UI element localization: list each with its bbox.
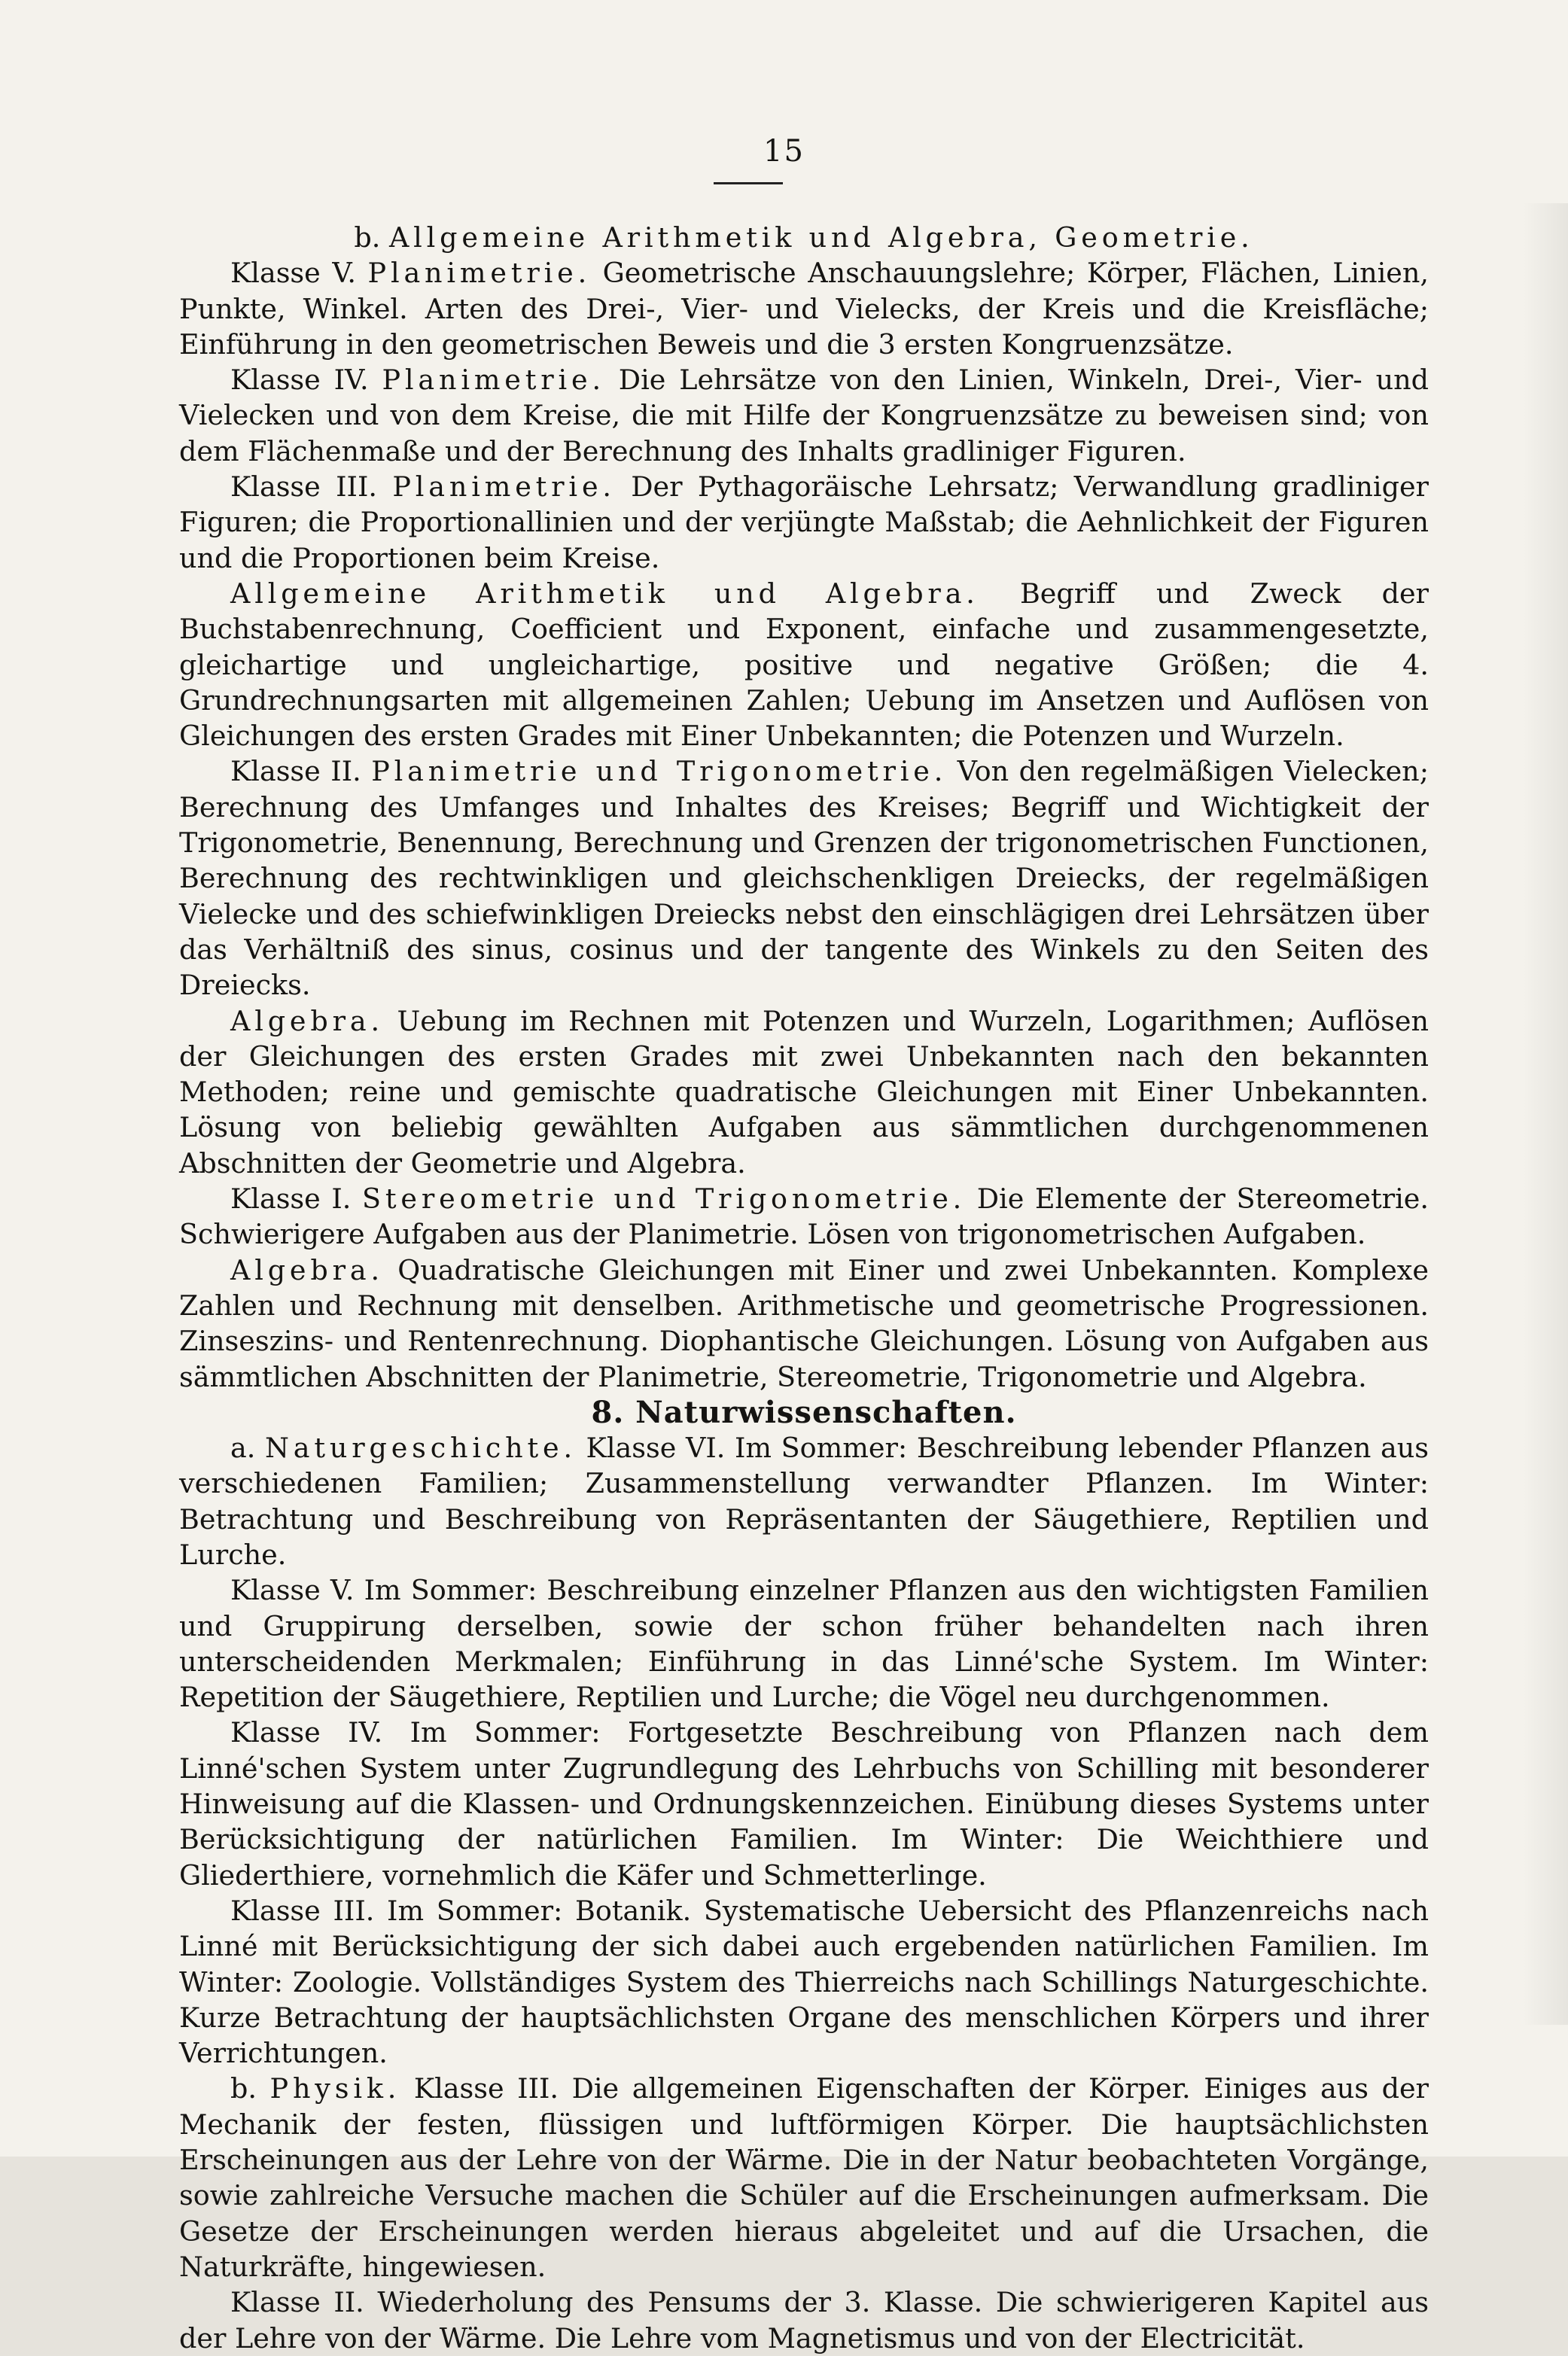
paragraph: [179, 255, 1429, 362]
paragraph: [179, 1572, 1429, 1715]
paragraph: [179, 1715, 1429, 1892]
paragraph: [179, 1893, 1429, 2071]
spaced-term: Algebra.: [230, 1253, 384, 1286]
spaced-term: Allgemeine Arithmetik und Algebra.: [230, 577, 979, 610]
paragraph-text: Klasse III. Im Sommer: Botanik. Systematische Uebersicht des Pflanzenreichs nach Linné mit Berücksichtigung der sich dabei auch ergebenden natürlichen Familien. Im Winter: Zoologie. Vollständiges System des Thierreichs nach Schillings Naturgeschichte. Kurze Betrachtung der hauptsächlichsten Organe des menschlichen Körpers und ihrer Verrichtungen.: [179, 1894, 1429, 2070]
paragraph: [179, 1181, 1429, 1253]
spaced-term: Planimetrie.: [382, 364, 605, 397]
paragraph-text: Klasse III.: [230, 470, 393, 504]
paragraph-text: Klasse III. Die allgemeinen Eigenschaften der Körper. Einiges aus der Mechanik der festen, flüssigen und luftförmigen Körper. Die hauptsächlichsten Erscheinungen aus der Lehre von der Wärme. Die in der Natur beobachteten Vorgänge, sowie zahlreiche Versuche machen die Schüler auf die Erscheinungen aufmerksam. Die Gesetze der Erscheinungen werden hieraus abgeleitet und auf die Ursachen, die Naturkräfte, hingewiesen.: [179, 2072, 1429, 2283]
paragraph: [179, 576, 1429, 753]
subsection-heading: [179, 220, 1429, 255]
paragraph-text: Klasse IV. Im Sommer: Fortgesetzte Beschreibung von Pflanzen nach dem Linné'schen System unter Zugrundlegung des Lehrbuchs von Schilling mit besonderer Hinweisung auf die Klassen- und Ordnungskennzeichen. Einübung dieses Systems unter Berücksichtigung der natürlichen Familien. Im Winter: Die Weichthiere und Gliederthiere, vornehmlich die Käfer und Schmetterlinge.: [179, 1716, 1429, 1892]
paragraph-text: b.: [354, 221, 389, 254]
paragraph-text: Der Pythagoräische Lehrsatz; Verwandlung gradliniger Figuren; die Proportionallinien und der verjüngte Maßstab; die Aehnlichkeit der Figuren und die Proportionen beim Kreise.: [179, 470, 1429, 574]
paragraph-text: Uebung im Rechnen mit Potenzen und Wurzeln, Logarithmen; Auflösen der Gleichungen des ersten Grades mit zwei Unbekannten nach den bekannten Methoden; reine und gemischte quadratische Gleichungen mit Einer Unbekannten. Lösung von beliebig gewählten Aufgaben aus sämmtlichen durchgenommenen Abschnitten der Geometrie und Algebra.: [179, 1004, 1429, 1180]
paragraph-text: Klasse II. Wiederholung des Pensums der 3. Klasse. Die schwierigeren Kapitel aus der Lehre von der Wärme. Die Lehre vom Magnetismus und von der Electricität.: [179, 2286, 1429, 2354]
paragraph-text: Klasse IV.: [230, 364, 382, 397]
paragraph-text: Klasse V.: [230, 257, 368, 290]
paragraph-text: Begriff und Zweck der Buchstabenrechnung, Coefficient und Exponent, einfache und zusammengesetzte, gleichartige und ungleichartige, positive und negative Größen; die 4. Grundrechnungsarten mit allgemeinen Zahlen; Uebung im Ansetzen und Auflösen von Gleichungen des ersten Grades mit Einer Unbekannten; die Potenzen und Wurzeln.: [179, 577, 1429, 753]
paragraph-text: Die Elemente der Stereometrie. Schwierigere Aufgaben aus der Planimetrie. Lösen von trigonometrischen Aufgaben.: [179, 1183, 1429, 1251]
paragraph-text: 8. Naturwissenschaften.: [591, 1394, 1017, 1430]
paragraph-text: Klasse II.: [230, 755, 372, 788]
paragraph: [179, 362, 1429, 469]
spaced-term: Physik.: [269, 2072, 401, 2105]
section-heading: [179, 1395, 1429, 1430]
page-number: 15: [763, 134, 805, 169]
paragraph: [179, 1253, 1429, 1395]
page-number-rule: [714, 182, 783, 184]
spaced-term: Allgemeine Arithmetik und Algebra, Geometrie.: [388, 221, 1254, 254]
paragraph-text: Klasse I.: [230, 1183, 363, 1216]
paragraph: [179, 2284, 1429, 2356]
spaced-term: Stereometrie und Trigonometrie.: [362, 1183, 967, 1216]
paragraph-text: b.: [230, 2072, 270, 2105]
paragraph-text: Die Lehrsätze von den Linien, Winkeln, Drei-, Vier- und Vielecken und von dem Kreise, die mit Hilfe der Kongruenzsätze zu beweisen sind; von dem Flächenmaße und der Berechnung des Inhalts gradliniger Figuren.: [179, 364, 1429, 467]
spaced-term: Planimetrie und Trigonometrie.: [371, 755, 948, 788]
paragraph-text: Klasse V. Im Sommer: Beschreibung einzelner Pflanzen aus den wichtigsten Familien und Gruppirung derselben, sowie der schon früher behandelten nach ihren unterscheidenden Merkmalen; Einführung in das Linné'sche System. Im Winter: Repetition der Säugethiere, Reptilien und Lurche; die Vögel neu durchgenommen.: [179, 1574, 1429, 1714]
paragraph: [179, 753, 1429, 1003]
page-bleed-shadow: [1523, 203, 1568, 2025]
spaced-term: Naturgeschichte.: [265, 1432, 577, 1465]
page-text-body: [179, 220, 1429, 2356]
paragraph: [179, 1430, 1429, 1572]
paragraph: [179, 469, 1429, 576]
paragraph-text: Von den regelmäßigen Vielecken; Berechnung des Umfanges und Inhaltes des Kreises; Begriff und Wichtigkeit der Trigonometrie, Benennung, Berechnung und Grenzen der trigonometrischen Functionen, Berechnung des rechtwinkligen und gleichschenkligen Dreiecks, der regelmäßigen Vielecke und des schiefwinkligen Dreiecks nebst den einschlägigen drei Lehrsätzen über das Verhältniß des sinus, cosinus und der tangente des Winkels zu den Seiten des Dreiecks.: [179, 755, 1429, 1002]
paragraph-text: Quadratische Gleichungen mit Einer und zwei Unbekannten. Komplexe Zahlen und Rechnung mit denselben. Arithmetische und geometrische Progressionen. Zinseszins- und Rentenrechnung. Diophantische Gleichungen. Lösung von Aufgaben aus sämmtlichen Abschnitten der Planimetrie, Stereometrie, Trigonometrie und Algebra.: [179, 1253, 1429, 1393]
paragraph-text: Klasse VI. Im Sommer: Beschreibung lebender Pflanzen aus verschiedenen Familien; Zusammenstellung verwandter Pflanzen. Im Winter: Betrachtung und Beschreibung von Repräsentanten der Säugethiere, Reptilien und Lurche.: [179, 1432, 1429, 1571]
spaced-term: Planimetrie.: [367, 257, 592, 290]
paragraph: [179, 2071, 1429, 2284]
spaced-term: Planimetrie.: [392, 470, 616, 504]
paragraph-text: Geometrische Anschauungslehre; Körper, Flächen, Linien, Punkte, Winkel. Arten des Drei-, Vier- und Vielecks, der Kreis und die Kreisfläche; Einführung in den geometrischen Beweis und die 3 ersten Kongruenzsätze.: [179, 257, 1429, 361]
paragraph: [179, 1003, 1429, 1181]
paragraph-text: a.: [230, 1432, 266, 1465]
spaced-term: Algebra.: [230, 1004, 384, 1037]
